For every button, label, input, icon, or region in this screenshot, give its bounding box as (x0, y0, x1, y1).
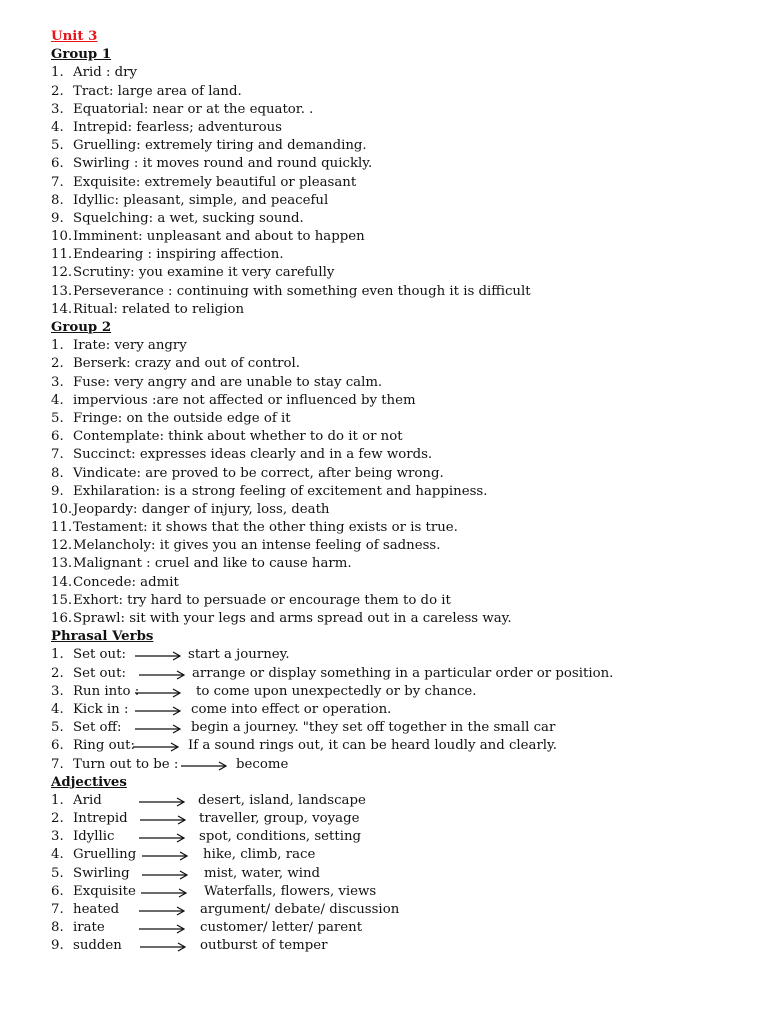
list-item (51, 301, 751, 319)
item-number: 7. (51, 447, 64, 463)
right-arrow-icon (142, 865, 188, 883)
right-arrow-icon (140, 810, 186, 828)
definition-text: Imminent: unpleasant and about to happen (73, 229, 365, 245)
definition-text: impervious :are not affected or influenced by them (73, 392, 416, 408)
definition-text: Perseverance : continuing with something even though it is difficult (73, 283, 531, 299)
right-arrow-icon (139, 919, 185, 937)
list-item (51, 174, 751, 192)
item-number: 9. (51, 210, 64, 226)
item-number: 1. (51, 65, 64, 81)
list-item (51, 283, 751, 301)
list-item (51, 737, 751, 755)
item-number: 1. (51, 647, 64, 663)
item-number: 5. (51, 138, 64, 154)
term-text: Set out: (73, 647, 126, 663)
definition-text: Squelching: a wet, sucking sound. (73, 210, 304, 226)
item-number: 3. (51, 101, 64, 117)
item-number: 12. (51, 538, 73, 554)
definition-text: hike, climb, race (203, 847, 316, 863)
definition-text: Jeopardy: danger of injury, loss, death (73, 501, 330, 517)
list-item (51, 64, 751, 82)
definition-text: customer/ letter/ parent (200, 920, 363, 936)
definition-text: Concede: admit (73, 574, 179, 590)
item-number: 14. (51, 301, 73, 317)
section-heading-group1: Group 1 (51, 47, 112, 63)
list-item (51, 901, 751, 919)
item-number: 5. (51, 410, 64, 426)
list-item (51, 610, 751, 628)
definition-text: begin a journey. "they set off together in the small car (191, 720, 556, 736)
definition-text: Scrutiny: you examine it very carefully (73, 265, 335, 281)
item-number: 14. (51, 574, 73, 590)
definition-text: spot, conditions, setting (199, 829, 362, 845)
item-number: 3. (51, 374, 64, 390)
definition-text: Melancholy: it gives you an intense feeling of sadness. (73, 538, 441, 554)
definition-text: become (236, 756, 289, 772)
term-text: Kick in : (73, 701, 129, 717)
term-text: Swirling (73, 865, 130, 881)
definition-text: Gruelling: extremely tiring and demanding. (73, 138, 367, 154)
definition-text: Swirling : it moves round and round quickly. (73, 156, 373, 172)
item-number: 10. (51, 229, 73, 245)
definition-text: Vindicate: are proved to be correct, after being wrong. (73, 465, 444, 481)
definition-text: Idyllic: pleasant, simple, and peaceful (73, 192, 329, 208)
definition-text: outburst of temper (200, 938, 328, 954)
list-item (51, 101, 751, 119)
item-number: 1. (51, 792, 64, 808)
list-item (51, 665, 751, 683)
item-number: 11. (51, 247, 73, 263)
definition-text: mist, water, wind (204, 865, 321, 881)
item-number: 4. (51, 847, 64, 863)
list-item (51, 137, 751, 155)
item-number: 8. (51, 192, 64, 208)
item-number: 12. (51, 265, 73, 281)
item-number: 4. (51, 701, 64, 717)
definition-text: Exhilaration: is a strong feeling of excitement and happiness. (73, 483, 488, 499)
definition-text: come into effect or operation. (191, 701, 392, 717)
definition-text: Sprawl: sit with your legs and arms spread out in a careless way. (73, 611, 512, 626)
unit-title: Unit 3 (51, 29, 98, 44)
item-number: 2. (51, 356, 64, 372)
item-number: 6. (51, 156, 64, 172)
term-text: Set off: (73, 720, 122, 736)
right-arrow-icon (135, 719, 181, 737)
right-arrow-icon (140, 937, 186, 955)
document-page (51, 28, 751, 956)
term-text: Intrepid (73, 811, 128, 827)
definition-text: Endearing : inspiring affection. (73, 247, 284, 263)
list-item (51, 355, 751, 373)
list-item (51, 519, 751, 537)
item-number: 2. (51, 665, 64, 681)
definition-text: Contemplate: think about whether to do it or not (73, 429, 403, 445)
item-number: 15. (51, 592, 73, 608)
section-heading-adjectives: Adjectives (51, 774, 127, 790)
list-item (51, 574, 751, 592)
item-number: 9. (51, 938, 64, 954)
list-item (51, 537, 751, 555)
item-number: 4. (51, 392, 64, 408)
item-number: 7. (51, 174, 64, 190)
list-item (51, 701, 751, 719)
definition-text: If a sound rings out, it can be heard loudly and clearly. (188, 738, 558, 754)
list-item (51, 83, 751, 101)
item-number: 3. (51, 829, 64, 845)
term-text: Run into : (73, 683, 140, 699)
list-item (51, 810, 751, 828)
definition-text: Equatorial: near or at the equator. . (73, 101, 314, 117)
definition-text: Irate: very angry (73, 338, 187, 354)
definition-text: Intrepid: fearless; adventurous (73, 119, 282, 135)
item-number: 1. (51, 338, 64, 354)
term-text: Exquisite (73, 883, 136, 899)
list-item (51, 646, 751, 664)
term-text: heated (73, 902, 120, 917)
item-number: 5. (51, 865, 64, 881)
right-arrow-icon (135, 701, 181, 719)
list-item (51, 683, 751, 701)
list-item (51, 228, 751, 246)
list-item (51, 828, 751, 846)
list-item (51, 264, 751, 282)
right-arrow-icon (181, 756, 227, 774)
term-text: Set out: (73, 665, 126, 681)
list-item (51, 792, 751, 810)
section-heading-group2: Group 2 (51, 320, 112, 335)
item-number: 7. (51, 902, 64, 917)
definition-text: Testament: it shows that the other thing exists or is true. (73, 520, 458, 536)
term-text: sudden (73, 938, 122, 954)
list-item (51, 210, 751, 228)
list-item (51, 392, 751, 410)
list-item (51, 719, 751, 737)
item-number: 16. (51, 611, 73, 626)
definition-text: Berserk: crazy and out of control. (73, 356, 301, 372)
definition-text: Malignant : cruel and like to cause harm. (73, 556, 352, 572)
list-item (51, 410, 751, 428)
right-arrow-icon (141, 883, 187, 901)
right-arrow-icon (133, 737, 179, 755)
list-item (51, 483, 751, 501)
item-number: 9. (51, 483, 64, 499)
definition-text: Arid : dry (73, 65, 138, 81)
definition-text: start a journey. (188, 647, 290, 663)
item-number: 6. (51, 429, 64, 445)
document-content (51, 46, 751, 955)
term-text: Idyllic (73, 829, 115, 845)
item-number: 2. (51, 83, 64, 99)
item-number: 6. (51, 738, 64, 754)
item-number: 8. (51, 920, 64, 936)
right-arrow-icon (139, 901, 185, 919)
definition-text: Succinct: expresses ideas clearly and in a few words. (73, 447, 433, 463)
item-number: 5. (51, 720, 64, 736)
term-text: Arid (73, 792, 102, 808)
term-text: Ring out: (73, 738, 135, 754)
item-number: 6. (51, 883, 64, 899)
definition-text: traveller, group, voyage (199, 811, 360, 827)
right-arrow-icon (142, 846, 188, 864)
list-item (51, 501, 751, 519)
list-item (51, 555, 751, 573)
item-number: 13. (51, 283, 73, 299)
term-text: irate (73, 920, 105, 936)
list-item (51, 756, 751, 774)
right-arrow-icon (139, 665, 185, 683)
term-text: Gruelling (73, 847, 137, 863)
definition-text: Exquisite: extremely beautiful or pleasant (73, 174, 357, 190)
right-arrow-icon (135, 683, 181, 701)
list-item (51, 337, 751, 355)
list-item (51, 865, 751, 883)
definition-text: arrange or display something in a particular order or position. (192, 665, 614, 681)
list-item (51, 446, 751, 464)
list-item (51, 246, 751, 264)
list-item (51, 592, 751, 610)
definition-text: argument/ debate/ discussion (200, 902, 400, 917)
right-arrow-icon (135, 646, 181, 664)
definition-text: Fuse: very angry and are unable to stay calm. (73, 374, 383, 390)
item-number: 8. (51, 465, 64, 481)
definition-text: Exhort: try hard to persuade or encourage them to do it (73, 592, 451, 608)
definition-text: Ritual: related to religion (73, 301, 245, 317)
item-number: 13. (51, 556, 73, 572)
item-number: 3. (51, 683, 64, 699)
list-item (51, 846, 751, 864)
definition-text: to come upon unexpectedly or by chance. (196, 683, 477, 699)
item-number: 4. (51, 119, 64, 135)
list-item (51, 192, 751, 210)
item-number: 7. (51, 756, 64, 772)
list-item (51, 155, 751, 173)
item-number: 10. (51, 501, 73, 517)
list-item (51, 883, 751, 901)
definition-text: desert, island, landscape (198, 792, 366, 808)
item-number: 11. (51, 520, 73, 536)
list-item (51, 428, 751, 446)
list-item (51, 919, 751, 937)
list-item (51, 937, 751, 955)
section-heading-phrasal: Phrasal Verbs (51, 629, 154, 645)
right-arrow-icon (139, 828, 185, 846)
right-arrow-icon (139, 792, 185, 810)
list-item (51, 119, 751, 137)
item-number: 2. (51, 811, 64, 827)
list-item (51, 374, 751, 392)
term-text: Turn out to be : (73, 756, 179, 772)
list-item (51, 465, 751, 483)
definition-text: Waterfalls, flowers, views (204, 883, 377, 899)
definition-text: Fringe: on the outside edge of it (73, 410, 291, 426)
definition-text: Tract: large area of land. (73, 83, 242, 99)
